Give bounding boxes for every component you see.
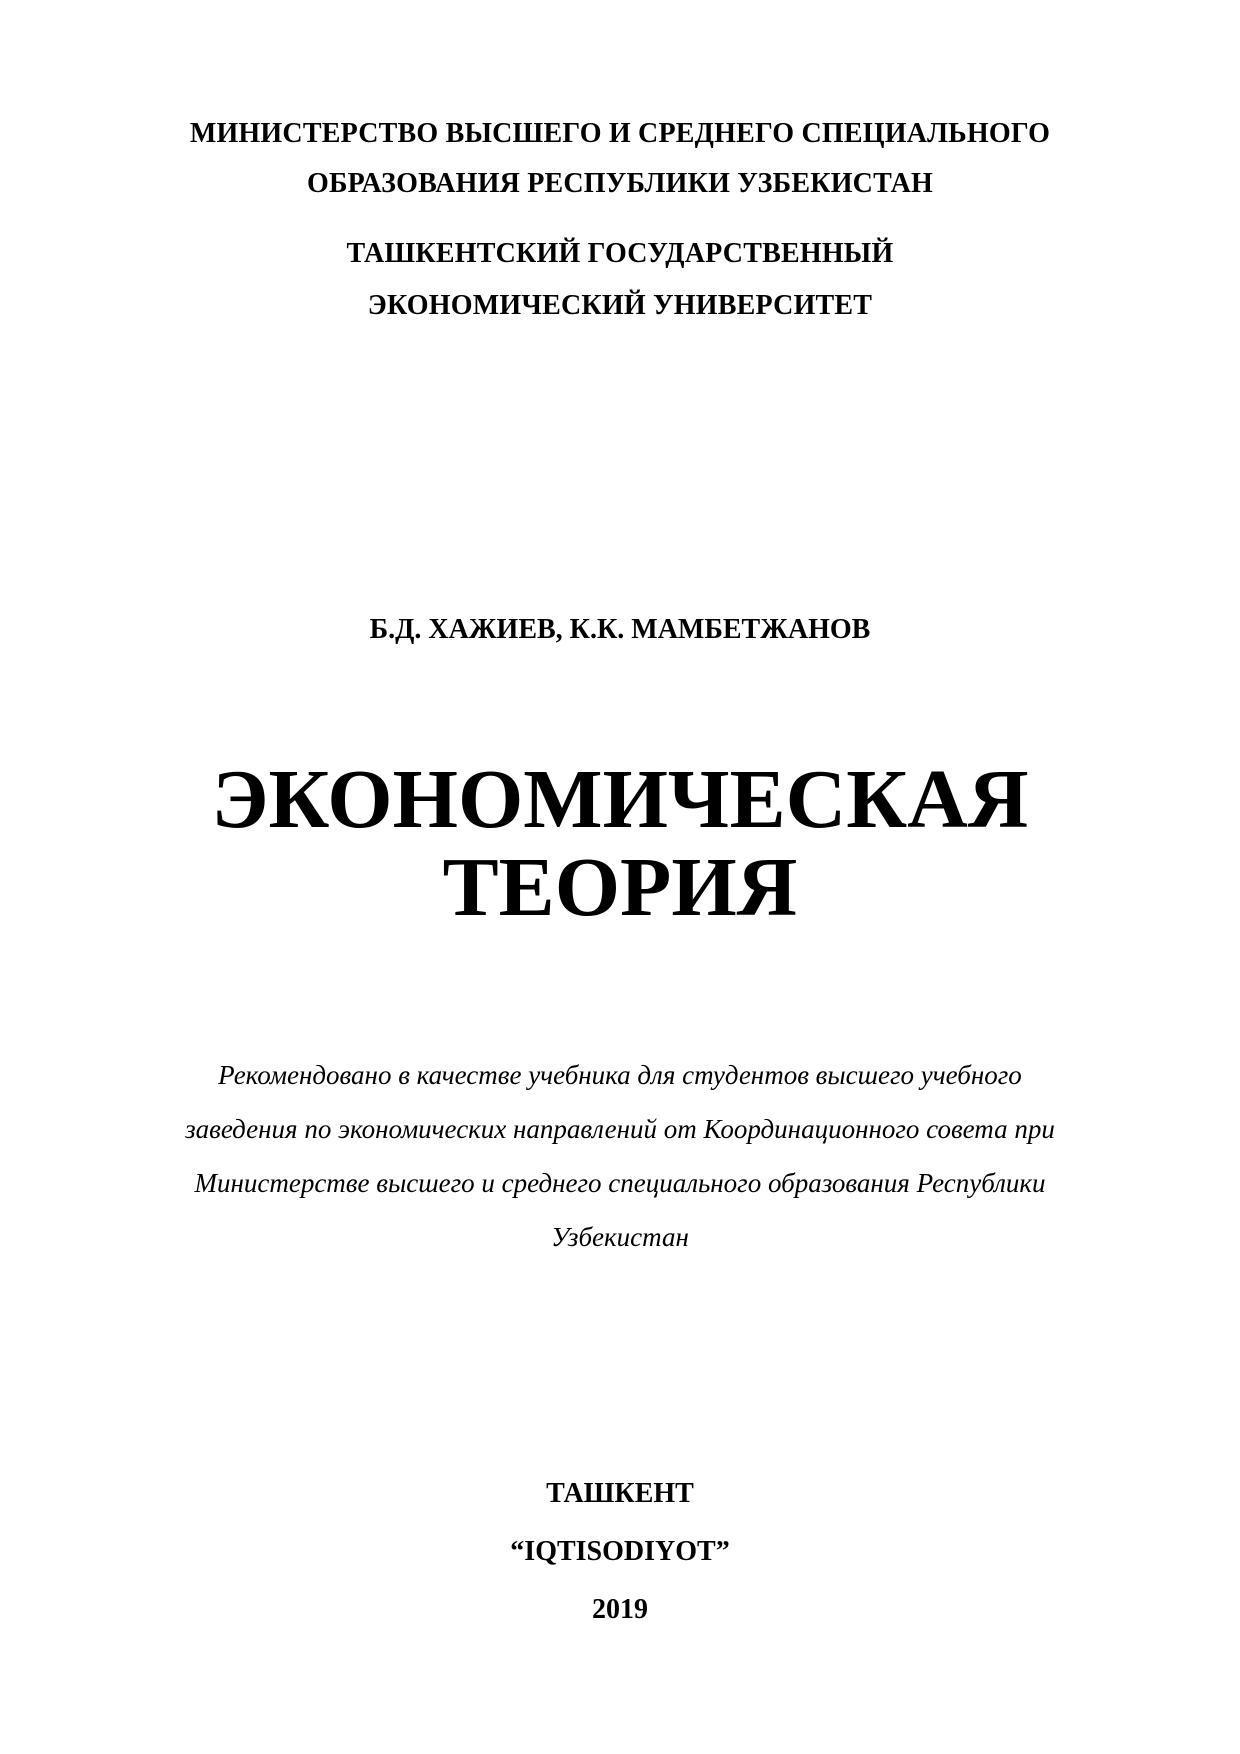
recommendation-line-2: заведения по экономических направлений от Координационного совета при: [185, 1114, 1055, 1144]
recommendation-line-1: Рекомендовано в качестве учебника для студентов высшего учебного: [218, 1060, 1022, 1090]
imprint-year: 2019: [592, 1594, 648, 1625]
ministry-line-1: МИНИСТЕРСТВО ВЫСШЕГО И СРЕДНЕГО СПЕЦИАЛЬНОГО: [189, 118, 1051, 149]
university-line-1: ТАШКЕНТСКИЙ ГОСУДАРСТВЕННЫЙ: [346, 238, 894, 269]
university-line-2: ЭКОНОМИЧЕСКИЙ УНИВЕРСИТЕТ: [367, 290, 873, 321]
imprint-publisher: “IQTISODIYOT”: [510, 1536, 730, 1567]
ministry-line-2: ОБРАЗОВАНИЯ РЕСПУБЛИКИ УЗБЕКИСТАН: [306, 168, 933, 199]
recommendation-line-4: Узбекистан: [551, 1222, 689, 1252]
book-title-line-2: ТЕОРИЯ: [442, 841, 798, 934]
authors: Б.Д. ХАЖИЕВ, К.К. МАМБЕТЖАНОВ: [369, 614, 871, 645]
recommendation-line-3: Министерстве высшего и среднего специального образования Республики: [194, 1168, 1046, 1198]
book-title-line-1: ЭКОНОМИЧЕСКАЯ: [211, 753, 1029, 846]
imprint-city: ТАШКЕНТ: [546, 1478, 694, 1509]
